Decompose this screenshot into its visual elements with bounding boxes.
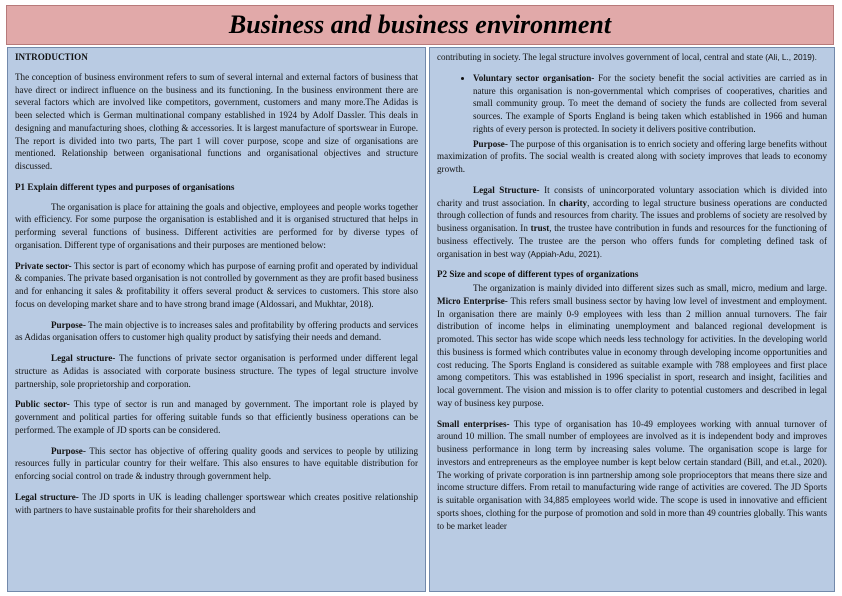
small-enterprise-paragraph (437, 418, 827, 533)
p1-heading: P1 Explain different types and purposes of organisations (15, 181, 235, 192)
voluntary-legal-citation: (Appiah-Adu, 2021). (527, 248, 603, 259)
voluntary-sector-text: For the society benefit the social activities are carried as in nature this organisation is non-governmental which comprises of cooperatives, charities and small community group. To meet the demand of society the funds are collected from several sources. The example of Sports England is being taken which established in 1966 and human rights of every person is protected. In society it delivers positive contribution. (473, 72, 827, 134)
intro-paragraph: The conception of business environment refers to sum of several internal and external factors of business that have direct or indirect influence on the business and its functioning. In the business environment there are several factors which are involved like competitors, government, customers and many more.The Adidas is been selected which is German multinational company established in 1924 by Adolf Dassler. This deals in designing and manufacturing shoes, clothing & accessories. It is largest manufacture of sportswear in Europe. The report is divided into two parts, The part 1 will cover purpose, scope and size of organisations are mentioned. Relationship between organisational functions and organisational objectives and structure discussed. (15, 71, 418, 171)
voluntary-purpose-label: Purpose- (473, 138, 508, 149)
voluntary-bullet-list (437, 72, 827, 136)
public-purpose-label: Purpose- (51, 445, 86, 456)
right-column (429, 47, 835, 592)
p2-text-a: The organization is mainly divided into different sizes such as small, micro, medium and large. (473, 283, 827, 293)
continuation-citation: (Ali, L., 2019). (765, 52, 817, 62)
public-purpose-text: This sector has objective of offering quality goods and services to people by utilizing resources fully in particular country for their welfare. This also ensures to have equitable distribution for enforcing social control on trade & industry through government help. (15, 445, 418, 481)
voluntary-legal-text-a: It consists of unincorporated voluntary association which is divided into charity and trust association. In (437, 184, 827, 208)
public-sector-text: This type of sector is run and managed by government. The important role is played by government and political parties for offering suitable funds so that efficiently business operations can be performed. The example of JD sports can be considered. (15, 399, 418, 435)
private-purpose-label: Purpose- (51, 319, 86, 330)
small-enterprise-label: Small enterprises- (437, 418, 510, 429)
small-enterprise-text: This type of organisation has 10-49 employees working with annual turnover of around 10 million. The small number of employees are involved as it is independent body and improves business performance in long term by increasing sales volume. The organisation scope is large for investors and entrepreneurs as the employee number is kept below certain standard (Bill, and et.al., 2020). The working of private corporation is inn partnership among sole proprioceptors that means there size and income structure differs. From retail to manufacturing wide range of activities are covered. The JD Sports is suitable organisation with 34,885 employees world wide. The scope is used in innovative and efficient sports shoes, clothing for the purpose of promotion and sold in more than 49 countries globally. This wants to be market leader (437, 418, 827, 531)
private-legal-label: Legal structure- (51, 353, 116, 363)
voluntary-legal-text-c: , the trustee have contribution in funds and resources for the functioning of business effectively. The trustee are the person who offers funds for completing defined task of organisation in best way (437, 223, 828, 259)
private-sector-paragraph (15, 260, 418, 311)
voluntary-legal-label: Legal Structure- (473, 184, 540, 195)
public-sector-paragraph (15, 398, 418, 436)
public-sector-label: Public sector- (15, 399, 70, 410)
p2-paragraph (437, 282, 827, 410)
private-sector-label: Private sector- (15, 260, 72, 271)
private-legal-paragraph (15, 352, 418, 390)
voluntary-legal-text-b: , according to legal structure business operations are conducted through collection of funds and resources from charity. The issues and problems of society are resolved by business organisation. In (437, 197, 827, 233)
left-column (7, 47, 426, 592)
public-purpose-paragraph (15, 445, 418, 483)
trust-term: trust (530, 223, 550, 233)
private-sector-text: This sector is part of economy which has purpose of earning profit and operated by individual & companies. The private based organisation is not controlled by government as they are profit based business and for enhancing it sales & profitability it offers several product & services to customers. This store also focus on developing market share and to have strong brand image (Aldossari, and Mukhtar, 2018). (15, 260, 418, 309)
continuation-paragraph (437, 51, 827, 64)
voluntary-sector-label: Voluntary sector organisation- (473, 72, 595, 83)
voluntary-sector-item (473, 72, 827, 136)
micro-enterprise-label: Micro Enterprise- (437, 295, 508, 306)
private-purpose-paragraph (15, 319, 418, 345)
p2-text-b: This refers small business sector by having low level of investment and employment. In organisation there are mainly 0-9 employees with less than 2 million annual turnovers. The fair distribution of income helps in eliminating unemployment and balanced regional development is promoted. This sector has wide scope which needs less technology for activities. In the developing world this business is formed which contributes value in economy through developing income opportunities and cost reducing. The Sports England is considered as suitable example with 788 employees and first place among competitors. This was established in 1996 specialist in sport, research and insight, facilities and local government. The vision and mission is to offer clarity to potential customers and described in legal way of business key purpose. (437, 295, 827, 408)
document-title: Business and business environment (228, 10, 612, 39)
charity-term: charity (559, 197, 588, 208)
public-legal-label: Legal structure- (15, 491, 79, 502)
voluntary-purpose-paragraph (437, 138, 827, 176)
title-banner (6, 5, 834, 45)
public-legal-text: The JD sports in UK is leading challenger sportswear which creates positive relationship with partners to have sustainable profits for their shareholders and (15, 491, 419, 515)
private-purpose-text: The main objective is to increases sales and profitability by offering products and services as Adidas organisation offers to customer high quality product by satisfying their needs and demand. (15, 319, 418, 343)
intro-heading: INTRODUCTION (15, 52, 88, 62)
continuation-text: contributing in society. The legal structure involves government of local, central and state (437, 52, 766, 62)
private-legal-text: The functions of private sector organisation is performed under different legal structure as Adidas is associated with corporate business structure. The types of legal structure involve partnership, sole proprietorship and corporation. (15, 353, 419, 389)
p2-heading: P2 Size and scope of different types of organizations (437, 269, 639, 280)
voluntary-purpose-text: The purpose of this organisation is to enrich society and offering large benefits without maximization of profits. The social wealth is created along with society improves that leads to economy growth. (437, 138, 827, 174)
public-legal-paragraph (15, 491, 418, 517)
p1-paragraph: The organisation is place for attaining the goals and objective, employees and people works together with efficiency. For some purpose the organisation is established and it is organised structured that helps in performing several functions of business. Different activities are performed for by diverse types of organisation. Different type of organisations and their purposes are mentioned below: (15, 201, 418, 250)
voluntary-legal-paragraph (437, 184, 827, 261)
